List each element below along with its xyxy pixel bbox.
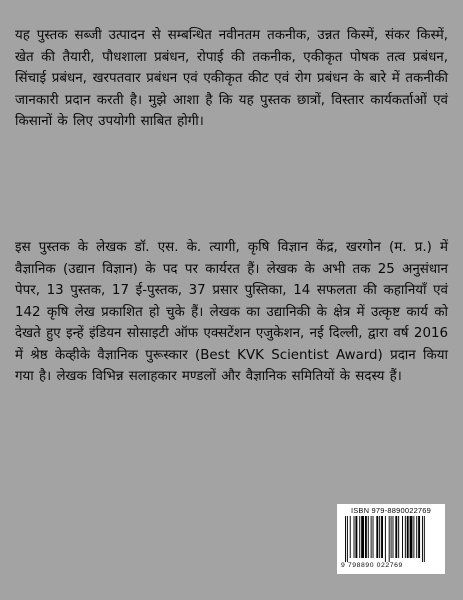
isbn-label: ISBN 979-8890022769 bbox=[350, 506, 432, 515]
description-paragraph: यह पुस्तक सब्जी उत्पादन से सम्बन्धित नवीनतम तकनीक, उन्नत किस्में, संकर किस्में, खेत की तैयारी, पौधशाला प्रबंधन, रोपाई की तकनीक, एकीकृत पोषक तत्व प्रबंधन, सिंचाई प्रबंधन, खरपतवार प्रबंधन एवं एकीकृत कीट एवं रोग प्रबंधन के बारे में तकनीकी जानकारी प्रदान करती है। मुझे आशा है कि यह पुस्तक छात्रों, विस्तार कार्यकर्ताओं एवं किसानों के लिए उपयोगी साबित होगी। bbox=[15, 28, 448, 129]
author-bio-paragraph: इस पुस्तक के लेखक डॉ. एस. के. त्यागी, कृषि विज्ञान केंद्र, खरगोन (म. प्र.) में वैज्ञानिक (उद्यान विज्ञान) के पद पर कार्यरत हैं। लेखक के अभी तक 25 अनुसंधान पेपर, 13 पुस्तक, 17 ई-पुस्तक, 37 प्रसार पुस्तिका, 14 सफलता की कहानियाँ एवं 142 कृषि लेख प्रकाशित हो चुके हैं। लेखक का उद्यानिकी के क्षेत्र में उत्कृष्ट कार्य को देखते हुए इन्हें इंडियन सोसाइटी ऑफ एक्सटेंशन एजुकेशन, नई दिल्ली, द्वारा वर्ष 2016 में श्रेष्ठ केव्हीके वैज्ञानिक पुरूस्कार (Best KVK Scientist Award) प्रदान किया गया है। लेखक विभिन्न सलाहकार मण्डलों और वैज्ञानिक समितियों के सदस्य हैं। bbox=[15, 240, 448, 384]
barcode-digits: 9 798890 022769 bbox=[341, 562, 403, 569]
barcode-image bbox=[341, 516, 441, 562]
isbn-barcode-block bbox=[337, 504, 445, 574]
